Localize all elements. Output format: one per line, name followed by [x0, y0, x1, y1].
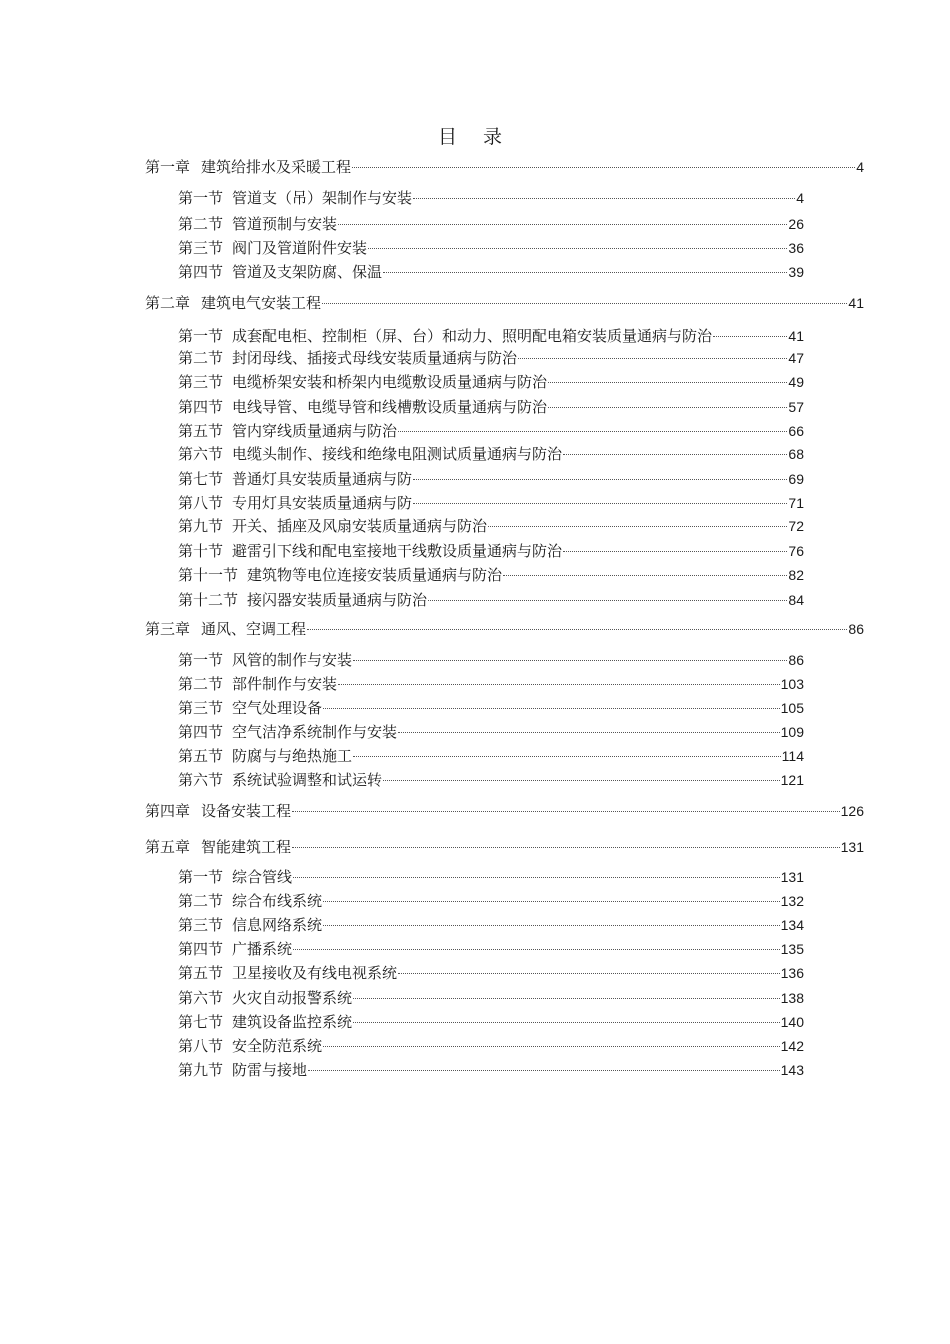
toc-chapter-entry[interactable]	[145, 619, 864, 639]
dot-leader	[353, 756, 781, 757]
toc-entry-page-number: 82	[788, 567, 804, 583]
toc-entry-page-number: 4	[796, 190, 804, 206]
toc-entry-number: 第四节	[178, 723, 224, 741]
toc-entry-title: 建筑物等电位连接安装质量通病与防治	[247, 566, 503, 584]
toc-entry-number: 第二节	[178, 215, 224, 233]
dot-leader	[383, 780, 780, 781]
toc-entry-number: 第二节	[178, 892, 224, 910]
dot-leader	[503, 575, 787, 576]
toc-section-entry[interactable]	[178, 214, 804, 234]
toc-entry-title: 成套配电柜、控制柜（屏、台）和动力、照明配电箱安装质量通病与防治	[232, 327, 713, 345]
dot-leader	[383, 272, 787, 273]
toc-section-entry[interactable]	[178, 372, 804, 392]
toc-entry-number: 第三节	[178, 916, 224, 934]
toc-section-entry[interactable]	[178, 590, 804, 610]
toc-section-entry[interactable]	[178, 493, 804, 513]
dot-leader	[488, 526, 787, 527]
toc-entry-title: 信息网络系统	[232, 916, 323, 934]
dot-leader	[293, 877, 780, 878]
dot-leader	[713, 336, 787, 337]
dot-leader	[428, 600, 787, 601]
toc-chapter-entry[interactable]	[145, 837, 864, 857]
toc-entry-number: 第四节	[178, 398, 224, 416]
toc-section-entry[interactable]	[178, 915, 804, 935]
toc-entry-number: 第四节	[178, 940, 224, 958]
toc-chapter-entry[interactable]	[145, 801, 864, 821]
toc-title: 目 录	[437, 126, 513, 148]
dot-leader	[413, 198, 795, 199]
toc-entry-title: 管道预制与安装	[232, 215, 338, 233]
toc-entry-number: 第九节	[178, 517, 224, 535]
toc-entry-title: 综合管线	[232, 868, 293, 886]
dot-leader	[292, 847, 840, 848]
toc-section-entry[interactable]	[178, 698, 804, 718]
dot-leader	[323, 901, 780, 902]
toc-section-entry[interactable]	[178, 867, 804, 887]
toc-entry-number: 第二节	[178, 675, 224, 693]
toc-entry-number: 第十二节	[178, 591, 239, 609]
toc-entry-page-number: 4	[856, 159, 864, 175]
toc-entry-page-number: 138	[780, 990, 804, 1006]
toc-entry-page-number: 84	[788, 592, 804, 608]
toc-entry-number: 第六节	[178, 445, 224, 463]
dot-leader	[322, 303, 847, 304]
toc-entry-number: 第一节	[178, 651, 224, 669]
toc-entry-title: 接闪器安装质量通病与防治	[247, 591, 428, 609]
dot-leader	[368, 248, 787, 249]
toc-entry-number: 第四节	[178, 263, 224, 281]
toc-entry-title: 普通灯具安装质量通病与防	[232, 470, 413, 488]
dot-leader	[398, 431, 787, 432]
toc-entry-number: 第十节	[178, 542, 224, 560]
toc-entry-title: 管内穿线质量通病与防治	[232, 422, 398, 440]
toc-entry-number: 第八节	[178, 1037, 224, 1055]
toc-entry-title: 通风、空调工程	[201, 620, 307, 638]
toc-entry-title: 设备安装工程	[201, 802, 292, 820]
toc-entry-page-number: 66	[788, 423, 804, 439]
toc-entry-number: 第五节	[178, 964, 224, 982]
toc-entry-number: 第三节	[178, 373, 224, 391]
toc-entry-title: 管道及支架防腐、保温	[232, 263, 383, 281]
toc-entry-page-number: 140	[780, 1014, 804, 1030]
toc-entry-title: 风管的制作与安装	[232, 651, 353, 669]
dot-leader	[548, 407, 787, 408]
toc-section-entry[interactable]	[178, 326, 804, 346]
dot-leader	[353, 998, 780, 999]
toc-section-entry[interactable]	[178, 650, 804, 670]
toc-entry-title: 系统试验调整和试运转	[232, 771, 383, 789]
toc-entry-title: 安全防范系统	[232, 1037, 323, 1055]
toc-entry-title: 部件制作与安装	[232, 675, 338, 693]
toc-chapter-entry[interactable]	[145, 293, 864, 313]
toc-entry-page-number: 47	[788, 350, 804, 366]
toc-entry-page-number: 114	[781, 748, 804, 764]
toc-entry-page-number: 105	[780, 700, 804, 716]
dot-leader	[338, 684, 780, 685]
toc-entry-page-number: 121	[780, 772, 804, 788]
toc-entry-title: 防腐与与绝热施工	[232, 747, 353, 765]
toc-section-entry[interactable]	[178, 565, 804, 585]
toc-entry-title: 阀门及管道附件安装	[232, 239, 368, 257]
toc-section-entry[interactable]	[178, 674, 804, 694]
toc-entry-number: 第一节	[178, 327, 224, 345]
toc-entry-title: 建筑电气安装工程	[201, 294, 322, 312]
toc-section-entry[interactable]	[178, 722, 804, 742]
toc-section-entry[interactable]	[178, 238, 804, 258]
toc-section-entry[interactable]	[178, 746, 804, 766]
toc-entry-page-number: 134	[780, 917, 804, 933]
toc-entry-number: 第七节	[178, 1013, 224, 1031]
toc-entry-title: 开关、插座及风扇安装质量通病与防治	[232, 517, 488, 535]
toc-entry-number: 第三章	[145, 620, 191, 638]
toc-entry-page-number: 143	[780, 1062, 804, 1078]
toc-entry-number: 第九节	[178, 1061, 224, 1079]
toc-entry-page-number: 41	[788, 328, 804, 344]
toc-entry-title: 专用灯具安装质量通病与防	[232, 494, 413, 512]
toc-entry-number: 第五节	[178, 422, 224, 440]
toc-entry-title: 防雷与接地	[232, 1061, 308, 1079]
toc-entry-title: 广播系统	[232, 940, 293, 958]
dot-leader	[563, 551, 787, 552]
toc-entry-page-number: 135	[780, 941, 804, 957]
toc-entry-page-number: 103	[780, 676, 804, 692]
toc-section-entry[interactable]	[178, 770, 804, 790]
toc-section-entry[interactable]	[178, 444, 804, 464]
toc-entry-number: 第五章	[145, 838, 191, 856]
toc-entry-page-number: 36	[788, 240, 804, 256]
toc-entry-title: 电线导管、电缆导管和线槽敷设质量通病与防治	[232, 398, 548, 416]
toc-entry-number: 第二节	[178, 349, 224, 367]
toc-entry-number: 第四章	[145, 802, 191, 820]
toc-entry-page-number: 86	[848, 621, 864, 637]
toc-entry-number: 第二章	[145, 294, 191, 312]
toc-entry-page-number: 131	[780, 869, 804, 885]
toc-section-entry[interactable]	[178, 963, 804, 983]
toc-entry-page-number: 86	[788, 652, 804, 668]
toc-entry-title: 电缆头制作、接线和绝缘电阻测试质量通病与防治	[232, 445, 563, 463]
dot-leader	[323, 708, 780, 709]
toc-entry-number: 第三节	[178, 699, 224, 717]
dot-leader	[307, 629, 847, 630]
toc-section-entry[interactable]	[178, 1060, 804, 1080]
dot-leader	[353, 660, 787, 661]
toc-section-entry[interactable]	[178, 469, 804, 489]
toc-entry-page-number: 72	[788, 518, 804, 534]
toc-section-entry[interactable]	[178, 891, 804, 911]
toc-entry-title: 电缆桥架安装和桥架内电缆敷设质量通病与防治	[232, 373, 548, 391]
toc-entry-page-number: 142	[780, 1038, 804, 1054]
toc-entry-title: 智能建筑工程	[201, 838, 292, 856]
toc-entry-page-number: 49	[788, 374, 804, 390]
toc-entry-number: 第八节	[178, 494, 224, 512]
dot-leader	[338, 224, 787, 225]
toc-entry-page-number: 69	[788, 471, 804, 487]
toc-entry-title: 空气洁净系统制作与安装	[232, 723, 398, 741]
dot-leader	[413, 479, 787, 480]
toc-section-entry[interactable]	[178, 1012, 804, 1032]
toc-section-entry[interactable]	[178, 1036, 804, 1056]
toc-entry-page-number: 68	[788, 446, 804, 462]
toc-section-entry[interactable]	[178, 541, 804, 561]
toc-entry-number: 第六节	[178, 989, 224, 1007]
toc-entry-page-number: 136	[780, 965, 804, 981]
toc-entry-title: 管道支（吊）架制作与安装	[232, 189, 413, 207]
toc-section-entry[interactable]	[178, 262, 804, 282]
toc-entry-title: 火灾自动报警系统	[232, 989, 353, 1007]
toc-entry-title: 卫星接收及有线电视系统	[232, 964, 398, 982]
toc-entry-page-number: 132	[780, 893, 804, 909]
toc-section-entry[interactable]	[178, 939, 804, 959]
toc-entry-number: 第六节	[178, 771, 224, 789]
toc-entry-number: 第一节	[178, 189, 224, 207]
toc-entry-page-number: 109	[780, 724, 804, 740]
dot-leader	[293, 949, 780, 950]
toc-entry-number: 第十一节	[178, 566, 239, 584]
dot-leader	[308, 1070, 780, 1071]
dot-leader	[323, 925, 780, 926]
toc-entry-page-number: 71	[788, 495, 804, 511]
toc-entry-number: 第一章	[145, 158, 191, 176]
dot-leader	[292, 811, 840, 812]
toc-entry-page-number: 39	[788, 264, 804, 280]
dot-leader	[323, 1046, 780, 1047]
toc-entry-title: 综合布线系统	[232, 892, 323, 910]
toc-section-entry[interactable]	[178, 516, 804, 536]
dot-leader	[398, 973, 780, 974]
toc-entry-title: 建筑给排水及采暖工程	[201, 158, 352, 176]
toc-entry-number: 第三节	[178, 239, 224, 257]
toc-chapter-entry[interactable]	[145, 157, 864, 177]
toc-entry-title: 封闭母线、插接式母线安装质量通病与防治	[232, 349, 518, 367]
toc-section-entry[interactable]	[178, 348, 804, 368]
dot-leader	[563, 454, 787, 455]
toc-entry-number: 第七节	[178, 470, 224, 488]
toc-entry-page-number: 41	[848, 295, 864, 311]
toc-section-entry[interactable]	[178, 988, 804, 1008]
toc-entry-page-number: 57	[788, 399, 804, 415]
toc-section-entry[interactable]	[178, 188, 804, 208]
toc-entry-title: 建筑设备监控系统	[232, 1013, 353, 1031]
toc-entry-page-number: 26	[788, 216, 804, 232]
toc-entry-page-number: 76	[788, 543, 804, 559]
dot-leader	[398, 732, 780, 733]
dot-leader	[352, 167, 855, 168]
toc-entry-title: 避雷引下线和配电室接地干线敷设质量通病与防治	[232, 542, 563, 560]
dot-leader	[548, 382, 787, 383]
toc-entry-page-number: 131	[840, 839, 864, 855]
toc-entry-page-number: 126	[840, 803, 864, 819]
dot-leader	[518, 358, 787, 359]
toc-entry-number: 第一节	[178, 868, 224, 886]
toc-entry-number: 第五节	[178, 747, 224, 765]
dot-leader	[413, 503, 787, 504]
dot-leader	[353, 1022, 780, 1023]
toc-section-entry[interactable]	[178, 421, 804, 441]
toc-section-entry[interactable]	[178, 397, 804, 417]
toc-entry-title: 空气处理设备	[232, 699, 323, 717]
